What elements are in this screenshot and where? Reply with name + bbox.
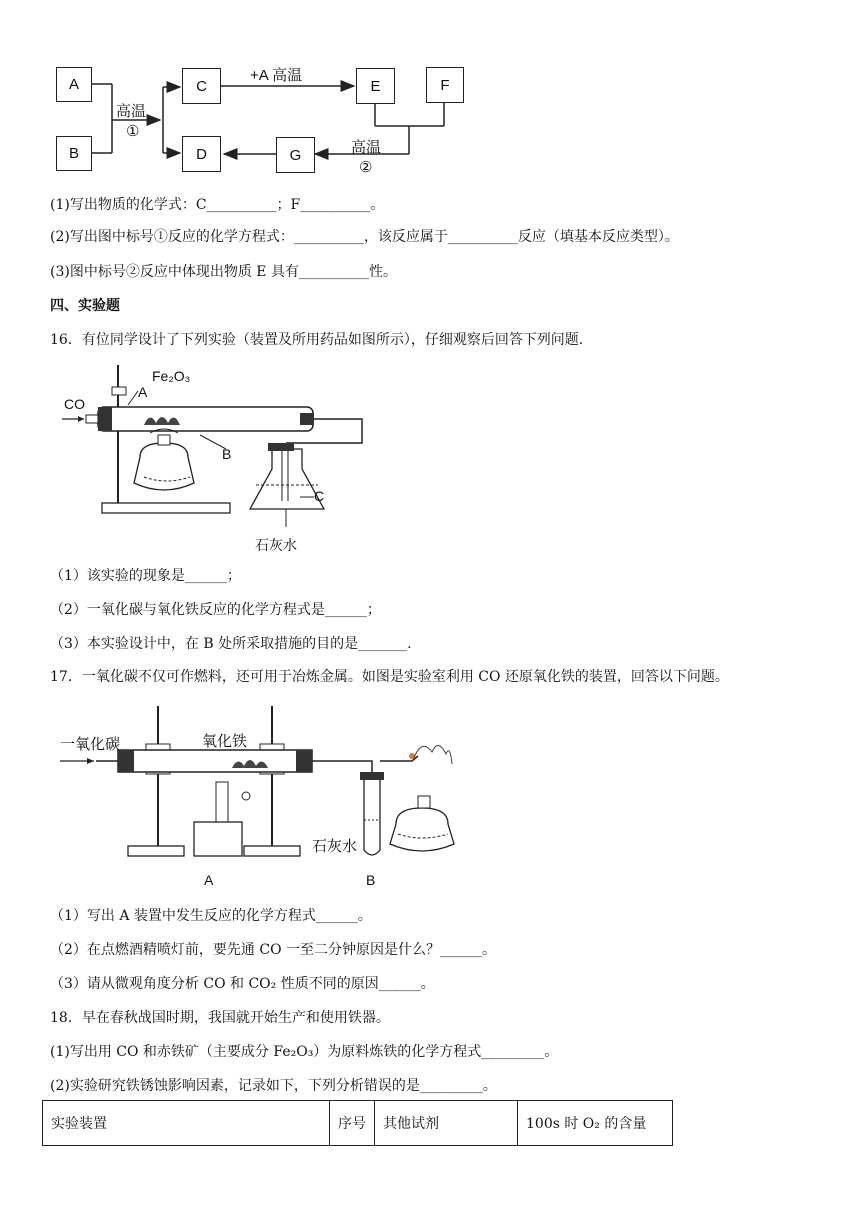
q17-label-limewater: 石灰水 <box>312 838 358 855</box>
label-step-1: ① <box>126 123 140 140</box>
q17-part-2: （2）在点燃酒精喷灯前，要先通 CO 一至二分钟原因是什么？______。 <box>50 942 496 958</box>
q16-part-1: （1）该实验的现象是______； <box>50 568 241 584</box>
q16-part-3: （3）本实验设计中，在 B 处所采取措施的目的是_______. <box>50 636 412 652</box>
q17-label-a: A <box>204 872 214 888</box>
label-step-2: ② <box>359 159 373 176</box>
box-c: C <box>182 68 221 104</box>
table-header-cell: 其他试剂 <box>375 1101 518 1146</box>
q18-stem: 18．早在春秋战国时期，我国就开始生产和使用铁器。 <box>50 1010 390 1026</box>
q16-apparatus-drawing <box>0 355 860 555</box>
q16-label-c: C <box>314 488 325 504</box>
table-header-cell: 实验装置 <box>43 1101 330 1146</box>
box-a: A <box>56 67 92 102</box>
q17-label-co: 一氧化碳 <box>60 736 121 753</box>
q17-part-3: （3）请从微观角度分析 CO 和 CO₂ 性质不同的原因______。 <box>50 976 435 992</box>
label-high-temp-2: 高温 <box>351 139 382 156</box>
q17-label-fe2o3: 氧化铁 <box>202 733 248 750</box>
q17-stem: 17．一氧化碳不仅可作燃料，还可用于冶炼金属。如图是实验室利用 CO 还原氧化铁的装置，回答以下问题。 <box>50 669 729 685</box>
q18-part-2: (2)实验研究铁锈蚀影响因素，记录如下，下列分析错误的是_________。 <box>50 1078 497 1094</box>
box-d: D <box>182 136 221 172</box>
q16-part-2: （2）一氧化碳与氧化铁反应的化学方程式是______； <box>50 602 381 618</box>
table-header-cell: 序号 <box>330 1101 375 1146</box>
label-plus-a-high-temp: +A 高温 <box>250 67 303 84</box>
q15-part-3: (3)图中标号②反应中体现出物质 E 具有__________性。 <box>50 264 397 280</box>
q15-part-2: (2)写出图中标号①反应的化学方程式：__________，该反应属于__________反应（填基本反应类型）。 <box>50 229 679 245</box>
q18-rust-table <box>42 1100 673 1146</box>
box-f: F <box>426 67 464 103</box>
q18-part-1: (1)写出用 CO 和赤铁矿（主要成分 Fe₂O₃）为原料炼铁的化学方程式_________。 <box>50 1044 559 1060</box>
q17-label-b: B <box>366 872 376 888</box>
q16-label-fe2o3: Fe₂O₃ <box>152 368 191 384</box>
q16-label-co: CO <box>64 396 85 412</box>
label-high-temp-1: 高温 <box>116 103 147 120</box>
q17-part-1: （1）写出 A 装置中发生反应的化学方程式______。 <box>50 908 372 924</box>
table-header-row <box>43 1101 673 1146</box>
table-header-cell: 100s 时 O₂ 的含量 <box>518 1101 673 1146</box>
q16-label-limewater: 石灰水 <box>255 537 297 553</box>
section-title: 四、实验题 <box>50 298 120 314</box>
q17-apparatus-drawing <box>0 700 860 890</box>
q16-label-a: A <box>138 384 148 400</box>
q15-part-1: (1)写出物质的化学式：C__________；F__________。 <box>50 197 385 213</box>
box-e: E <box>356 68 395 104</box>
box-g: G <box>276 137 315 173</box>
q16-stem: 16．有位同学设计了下列实验（装置及所用药品如图所示），仔细观察后回答下列问题. <box>50 332 584 348</box>
box-b: B <box>56 136 92 171</box>
q16-label-b: B <box>222 446 232 462</box>
